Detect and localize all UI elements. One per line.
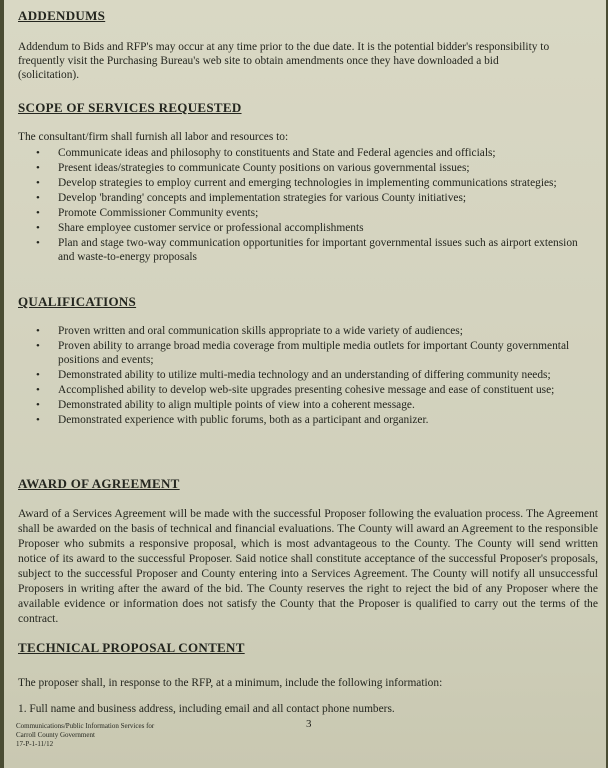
- scope-item: • Develop strategies to employ current and emerging technologies in implementing communications strategies;: [36, 177, 557, 189]
- scope-list: [34, 146, 594, 265]
- footer-line-2: Carroll County Government: [16, 731, 95, 739]
- document-page: [4, 0, 606, 768]
- scope-intro: The consultant/firm shall furnish all labor and resources to:: [18, 131, 289, 143]
- footer-line-1: Communications/Public Information Services for: [16, 722, 155, 730]
- bullet-icon: •: [36, 384, 40, 396]
- qualifications-list: [34, 324, 594, 428]
- technical-intro: The proposer shall, in response to the RFP, at a minimum, include the following information:: [18, 677, 443, 689]
- bullet-icon: •: [36, 162, 40, 174]
- footer-line-3: 17-P-1-11/12: [16, 740, 54, 748]
- qualifications-heading: QUALIFICATIONS: [18, 294, 137, 309]
- bullet-icon: •: [36, 369, 40, 381]
- scope-heading: SCOPE OF SERVICES REQUESTED: [18, 100, 242, 115]
- bullet-icon: •: [36, 325, 40, 337]
- qualification-item: • Proven written and oral communication skills appropriate to a wide variety of audiences;: [36, 325, 463, 337]
- technical-heading: TECHNICAL PROPOSAL CONTENT: [18, 640, 245, 655]
- qualification-item: • Demonstrated experience with public forums, both as a participant and organizer.: [36, 414, 429, 426]
- scope-item: • Share employee customer service or professional accomplishments: [36, 222, 364, 234]
- addendums-heading: ADDENDUMS: [18, 8, 106, 23]
- scope-item: • Plan and stage two-way communication opportunities for important governmental issues such as airport extension and waste-to-energy proposals: [36, 237, 578, 263]
- bullet-icon: •: [36, 147, 40, 159]
- bullet-icon: •: [36, 414, 40, 426]
- scope-item: • Present ideas/strategies to communicate County positions on various governmental issues;: [36, 162, 470, 174]
- qualification-item: • Demonstrated ability to align multiple points of view into a coherent message.: [36, 399, 415, 411]
- page-number: 3: [306, 718, 312, 730]
- award-heading: AWARD OF AGREEMENT: [18, 476, 180, 491]
- technical-item-1: 1. Full name and business address, including email and all contact phone numbers.: [18, 703, 395, 715]
- bullet-icon: •: [36, 177, 40, 189]
- bullet-icon: •: [36, 192, 40, 204]
- addendums-paragraph: Addendum to Bids and RFP's may occur at any time prior to the due date. It is the potential bidder's responsibility to frequently visit the Purchasing Bureau's web site to obtain amendments once they have downloaded a bid (solicitation).: [18, 41, 550, 81]
- bullet-icon: •: [36, 340, 40, 352]
- award-paragraph: Award of a Services Agreement will be made with the successful Proposer following the evaluation process. The Agreement shall be awarded on the basis of technical and financial evaluations. The County will award an Agreement to the responsible Proposer who submits a responsive proposal, which is most advantageous to the County. The County will send written notice of its award to the successful Proposer. Said notice shall constitute acceptance of the successful Proposer's proposals, subject to the successful Proposer and County entering into a Services Agreement. The County will notify all unsuccessful Proposers in writing after the award of the bid. The County reserves the right to reject the bid of any Proposer where the available evidence or information does not satisfy the County that the Proposer is qualified to carry out the terms of the contract.: [18, 507, 598, 625]
- bullet-icon: •: [36, 399, 40, 411]
- qualification-item: • Accomplished ability to develop web-site upgrades presenting cohesive message and ease of constituent use;: [36, 384, 555, 396]
- scope-item: • Promote Commissioner Community events;: [36, 207, 259, 219]
- document-footer: [16, 722, 216, 749]
- bullet-icon: •: [36, 222, 40, 234]
- bullet-icon: •: [36, 237, 40, 249]
- scope-item: • Develop 'branding' concepts and implementation strategies for various County initiatives;: [36, 192, 467, 204]
- scope-item: • Communicate ideas and philosophy to constituents and State and Federal agencies and officials;: [36, 147, 496, 159]
- bullet-icon: •: [36, 207, 40, 219]
- qualification-item: • Proven ability to arrange broad media coverage from multiple media outlets for important County governmental positions and events;: [36, 340, 570, 366]
- qualification-item: • Demonstrated ability to utilize multi-media technology and an understanding of differing community needs;: [36, 369, 551, 381]
